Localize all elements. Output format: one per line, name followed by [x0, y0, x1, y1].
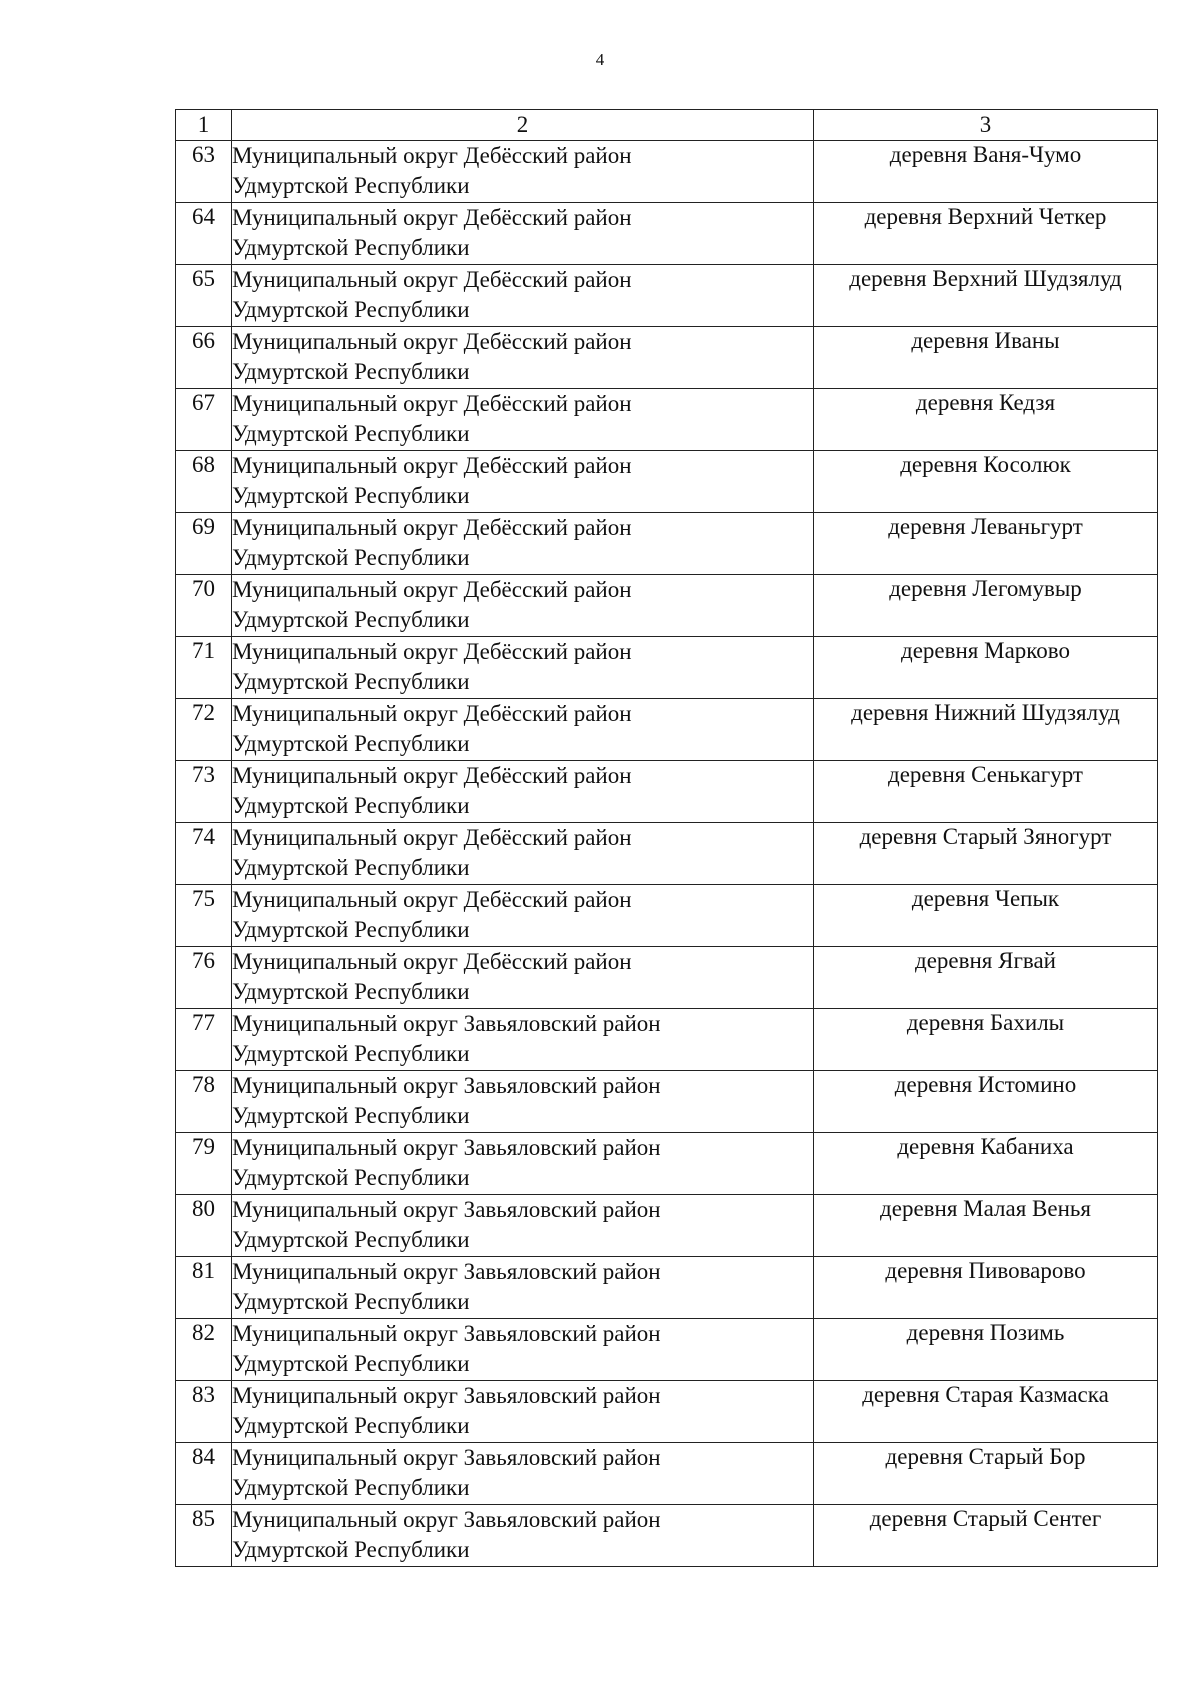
column-header-district: 2 — [232, 110, 814, 141]
settlement-cell: деревня Ягвай — [814, 947, 1158, 1009]
row-number: 68 — [176, 451, 232, 513]
district-cell — [232, 203, 814, 265]
settlement-cell: деревня Косолюк — [814, 451, 1158, 513]
table-row — [176, 1381, 1158, 1443]
district-cell — [232, 1133, 814, 1195]
district-region: Удмуртской Республики — [232, 359, 470, 384]
district-name: Муниципальный округ Дебёсский район — [232, 577, 632, 602]
settlement-cell: деревня Чепык — [814, 885, 1158, 947]
district-region: Удмуртской Республики — [232, 855, 470, 880]
district-region: Удмуртской Республики — [232, 793, 470, 818]
row-number: 70 — [176, 575, 232, 637]
district-cell — [232, 1009, 814, 1071]
settlement-cell: деревня Легомувыр — [814, 575, 1158, 637]
table-row — [176, 203, 1158, 265]
district-region: Удмуртской Республики — [232, 173, 470, 198]
table-row — [176, 1071, 1158, 1133]
district-region: Удмуртской Республики — [232, 1165, 470, 1190]
district-region: Удмуртской Республики — [232, 235, 470, 260]
settlement-cell: деревня Старый Сентег — [814, 1505, 1158, 1567]
row-number: 74 — [176, 823, 232, 885]
district-cell — [232, 823, 814, 885]
row-number: 65 — [176, 265, 232, 327]
district-region: Удмуртской Республики — [232, 607, 470, 632]
table-row — [176, 575, 1158, 637]
settlement-cell: деревня Верхний Шудзялуд — [814, 265, 1158, 327]
district-region: Удмуртской Республики — [232, 545, 470, 570]
district-cell — [232, 389, 814, 451]
table-row — [176, 1257, 1158, 1319]
row-number: 69 — [176, 513, 232, 575]
table-row — [176, 513, 1158, 575]
table-row — [176, 699, 1158, 761]
table-row — [176, 637, 1158, 699]
row-number: 78 — [176, 1071, 232, 1133]
district-cell — [232, 265, 814, 327]
district-name: Муниципальный округ Дебёсский район — [232, 825, 632, 850]
settlement-cell: деревня Позимь — [814, 1319, 1158, 1381]
settlement-cell: деревня Старый Бор — [814, 1443, 1158, 1505]
district-cell — [232, 575, 814, 637]
district-name: Муниципальный округ Дебёсский район — [232, 329, 632, 354]
row-number: 67 — [176, 389, 232, 451]
district-region: Удмуртской Республики — [232, 297, 470, 322]
table-row — [176, 1133, 1158, 1195]
district-region: Удмуртской Республики — [232, 1103, 470, 1128]
district-name: Муниципальный округ Завьяловский район — [232, 1445, 661, 1470]
district-name: Муниципальный округ Завьяловский район — [232, 1259, 661, 1284]
settlement-cell: деревня Старая Казмаска — [814, 1381, 1158, 1443]
table-row — [176, 1009, 1158, 1071]
district-region: Удмуртской Республики — [232, 1227, 470, 1252]
district-name: Муниципальный округ Завьяловский район — [232, 1073, 661, 1098]
row-number: 85 — [176, 1505, 232, 1567]
table-row — [176, 265, 1158, 327]
district-cell — [232, 451, 814, 513]
district-cell — [232, 699, 814, 761]
district-name: Муниципальный округ Дебёсский район — [232, 639, 632, 664]
table-row — [176, 1505, 1158, 1567]
district-region: Удмуртской Республики — [232, 421, 470, 446]
settlement-cell: деревня Кабаниха — [814, 1133, 1158, 1195]
district-region: Удмуртской Республики — [232, 979, 470, 1004]
row-number: 66 — [176, 327, 232, 389]
row-number: 77 — [176, 1009, 232, 1071]
district-cell — [232, 1195, 814, 1257]
settlement-cell: деревня Марково — [814, 637, 1158, 699]
district-cell — [232, 885, 814, 947]
district-name: Муниципальный округ Дебёсский район — [232, 949, 632, 974]
table-row — [176, 389, 1158, 451]
table-header-row — [176, 110, 1158, 141]
district-cell — [232, 1257, 814, 1319]
table-row — [176, 451, 1158, 513]
row-number: 82 — [176, 1319, 232, 1381]
row-number: 81 — [176, 1257, 232, 1319]
district-cell — [232, 1381, 814, 1443]
district-cell — [232, 1505, 814, 1567]
district-cell — [232, 1319, 814, 1381]
row-number: 73 — [176, 761, 232, 823]
table-row — [176, 141, 1158, 203]
settlement-cell: деревня Бахилы — [814, 1009, 1158, 1071]
row-number: 63 — [176, 141, 232, 203]
district-cell — [232, 637, 814, 699]
district-name: Муниципальный округ Дебёсский район — [232, 205, 632, 230]
district-region: Удмуртской Республики — [232, 1413, 470, 1438]
district-name: Муниципальный округ Завьяловский район — [232, 1011, 661, 1036]
district-name: Муниципальный округ Завьяловский район — [232, 1321, 661, 1346]
table-row — [176, 885, 1158, 947]
row-number: 72 — [176, 699, 232, 761]
settlement-cell: деревня Малая Венья — [814, 1195, 1158, 1257]
table-row — [176, 1195, 1158, 1257]
district-name: Муниципальный округ Дебёсский район — [232, 887, 632, 912]
district-cell — [232, 761, 814, 823]
district-name: Муниципальный округ Дебёсский район — [232, 701, 632, 726]
district-cell — [232, 327, 814, 389]
district-region: Удмуртской Республики — [232, 483, 470, 508]
district-name: Муниципальный округ Завьяловский район — [232, 1135, 661, 1160]
district-name: Муниципальный округ Завьяловский район — [232, 1507, 661, 1532]
row-number: 80 — [176, 1195, 232, 1257]
row-number: 76 — [176, 947, 232, 1009]
settlement-cell: деревня Ваня-Чумо — [814, 141, 1158, 203]
settlement-cell: деревня Кедзя — [814, 389, 1158, 451]
settlement-cell: деревня Сенькагурт — [814, 761, 1158, 823]
settlement-cell: деревня Верхний Четкер — [814, 203, 1158, 265]
page-number: 4 — [595, 50, 605, 69]
district-name: Муниципальный округ Дебёсский район — [232, 143, 632, 168]
district-name: Муниципальный округ Завьяловский район — [232, 1197, 661, 1222]
district-name: Муниципальный округ Дебёсский район — [232, 267, 632, 292]
district-region: Удмуртской Республики — [232, 669, 470, 694]
column-header-number: 1 — [176, 110, 232, 141]
settlement-cell: деревня Старый Зяногурт — [814, 823, 1158, 885]
district-cell — [232, 513, 814, 575]
district-region: Удмуртской Республики — [232, 1351, 470, 1376]
row-number: 71 — [176, 637, 232, 699]
settlement-cell: деревня Иваны — [814, 327, 1158, 389]
table-row — [176, 327, 1158, 389]
table-row — [176, 823, 1158, 885]
district-name: Муниципальный округ Дебёсский район — [232, 515, 632, 540]
table-row — [176, 761, 1158, 823]
table-row — [176, 1319, 1158, 1381]
settlement-cell: деревня Леваньгурт — [814, 513, 1158, 575]
district-region: Удмуртской Республики — [232, 1041, 470, 1066]
settlement-cell: деревня Пивоварово — [814, 1257, 1158, 1319]
row-number: 75 — [176, 885, 232, 947]
district-region: Удмуртской Республики — [232, 1289, 470, 1314]
row-number: 83 — [176, 1381, 232, 1443]
district-name: Муниципальный округ Дебёсский район — [232, 453, 632, 478]
district-region: Удмуртской Республики — [232, 731, 470, 756]
district-cell — [232, 1443, 814, 1505]
table-row — [176, 1443, 1158, 1505]
settlement-cell: деревня Нижний Шудзялуд — [814, 699, 1158, 761]
settlement-cell: деревня Истомино — [814, 1071, 1158, 1133]
district-region: Удмуртской Республики — [232, 1537, 470, 1562]
row-number: 64 — [176, 203, 232, 265]
column-header-settlement: 3 — [814, 110, 1158, 141]
district-cell — [232, 141, 814, 203]
district-region: Удмуртской Республики — [232, 1475, 470, 1500]
settlements-table — [175, 109, 1158, 1567]
district-name: Муниципальный округ Дебёсский район — [232, 391, 632, 416]
district-name: Муниципальный округ Дебёсский район — [232, 763, 632, 788]
district-cell — [232, 947, 814, 1009]
district-name: Муниципальный округ Завьяловский район — [232, 1383, 661, 1408]
row-number: 84 — [176, 1443, 232, 1505]
district-region: Удмуртской Республики — [232, 917, 470, 942]
table-body — [176, 141, 1158, 1567]
district-cell — [232, 1071, 814, 1133]
table-row — [176, 947, 1158, 1009]
row-number: 79 — [176, 1133, 232, 1195]
